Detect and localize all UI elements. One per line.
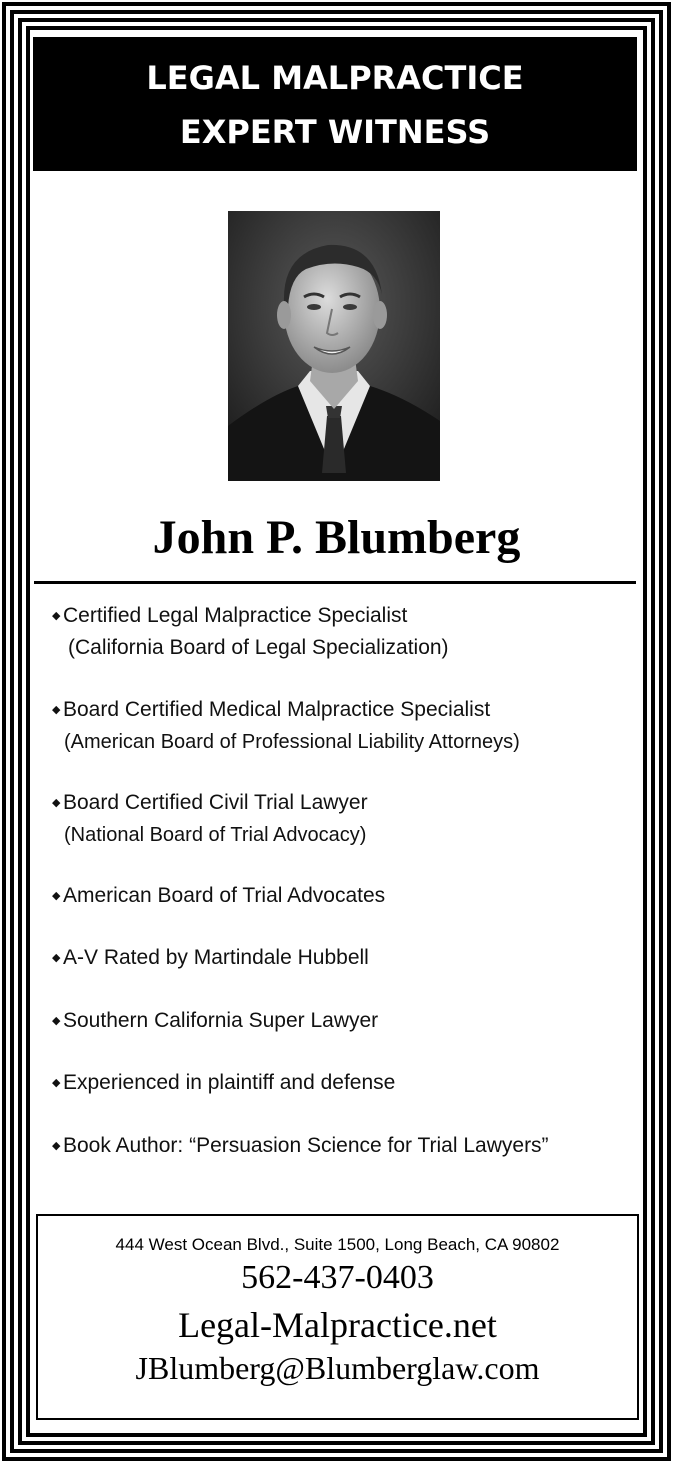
header-line-2: EXPERT WITNESS [179, 113, 491, 151]
credential-item [52, 1130, 549, 1162]
diamond-bullet-icon: ◆ [52, 1015, 61, 1027]
portrait-photo-icon [228, 211, 440, 481]
credential-title: Southern California Super Lawyer [63, 1009, 379, 1032]
credential-title: Board Certified Civil Trial Lawyer [63, 791, 368, 814]
attorney-name: John P. Blumberg [152, 511, 521, 564]
credential-item [52, 600, 449, 664]
credential-title: Board Certified Medical Malpractice Specialist [63, 698, 491, 721]
email-link[interactable]: JBlumberg@Blumberglaw.com [135, 1350, 540, 1386]
credential-title: Certified Legal Malpractice Specialist [63, 604, 408, 627]
credential-item [52, 880, 385, 912]
credential-item [52, 942, 369, 974]
credential-title: A-V Rated by Martindale Hubbell [63, 946, 369, 969]
diamond-bullet-icon: ◆ [52, 952, 61, 964]
diamond-bullet-icon: ◆ [52, 797, 61, 809]
divider-rule [34, 581, 636, 584]
phone-number[interactable]: 562-437-0403 [241, 1259, 434, 1296]
credential-subtitle: (California Board of Legal Specialization) [68, 636, 449, 659]
contact-box [36, 1214, 639, 1420]
diamond-bullet-icon: ◆ [52, 610, 61, 622]
credential-item [52, 787, 368, 851]
office-address: 444 West Ocean Blvd., Suite 1500, Long Beach, CA 90802 [115, 1235, 560, 1254]
credential-item [52, 1005, 378, 1037]
credential-item [52, 1067, 395, 1099]
diamond-bullet-icon: ◆ [52, 704, 61, 716]
diamond-bullet-icon: ◆ [52, 890, 61, 902]
credential-title: American Board of Trial Advocates [63, 884, 386, 907]
credential-item [52, 694, 520, 758]
credential-subtitle: (American Board of Professional Liability Attorneys) [64, 731, 520, 753]
credential-title: Book Author: “Persuasion Science for Trial Lawyers” [63, 1134, 549, 1157]
credential-title: Experienced in plaintiff and defense [63, 1071, 396, 1094]
header-line-1: LEGAL MALPRACTICE [146, 59, 524, 97]
website-link[interactable]: Legal-Malpractice.net [178, 1305, 497, 1345]
diamond-bullet-icon: ◆ [52, 1140, 61, 1152]
credential-subtitle: (National Board of Trial Advocacy) [64, 824, 367, 846]
portrait-photo [228, 211, 440, 481]
diamond-bullet-icon: ◆ [52, 1077, 61, 1089]
header-banner [33, 37, 637, 171]
